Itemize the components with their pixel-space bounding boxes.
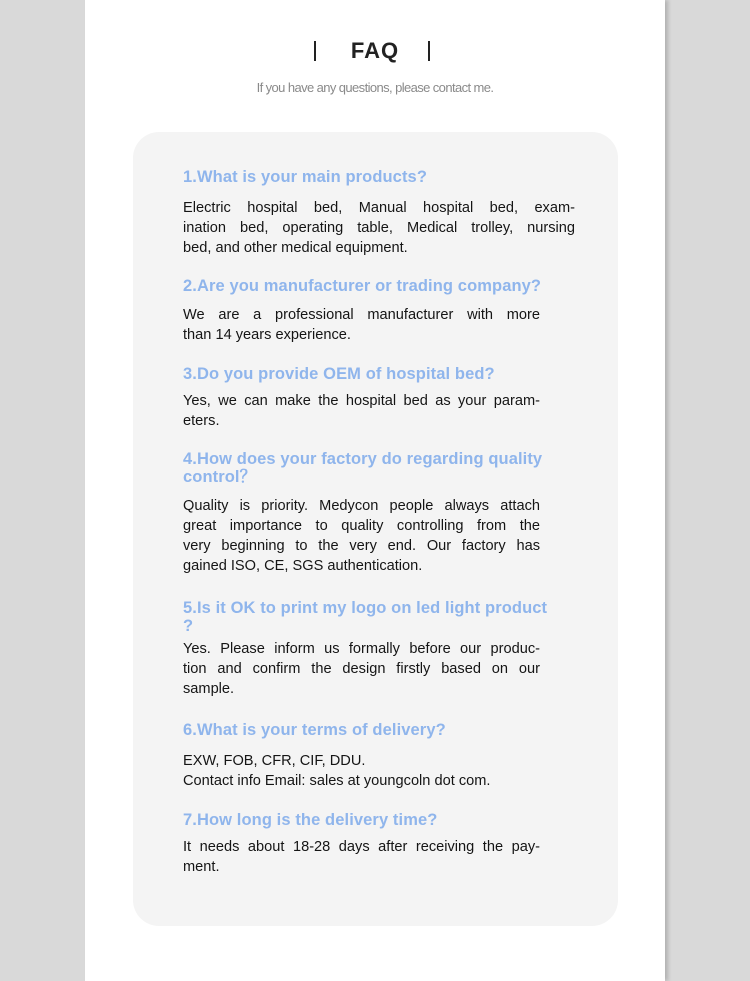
page-subtitle: If you have any questions, please contact me. (256, 80, 494, 95)
page-title: FAQ (350, 38, 400, 63)
faq-question-3: 3.Do you provide OEM of hospital bed? (183, 365, 495, 383)
faq-answer-3-line-2: eters. (183, 413, 220, 429)
faq-item-6 (183, 721, 575, 791)
faq-question-6: 6.What is your terms of delivery? (183, 721, 446, 739)
faq-question-5-line-1: 5.Is it OK to print my logo on led light product (183, 599, 548, 617)
faq-answer-5-line-3: sample. (183, 681, 235, 697)
faq-answer-6-line-2: Contact info Email: sales at youngcoln dot com. (183, 773, 491, 789)
faq-answer-1-line-3: bed, and other medical equipment. (183, 240, 408, 256)
faq-answer-7-line-2: ment. (183, 859, 220, 875)
faq-item-5 (183, 599, 593, 699)
faq-card (133, 132, 618, 926)
faq-item-7 (183, 811, 575, 877)
faq-answer-1-line-2: ination bed, operating table, Medical trolley, nursing (183, 220, 575, 236)
faq-answer-4-line-3: very beginning to the very end. Our factory has (183, 538, 540, 554)
faq-answer-2-line-2: than 14 years experience. (183, 327, 351, 343)
faq-answer-2-line-1: We are a professional manufacturer with more (183, 307, 540, 323)
faq-answer-1-line-1: Electric hospital bed, Manual hospital bed, exam- (183, 200, 575, 216)
faq-answer-4-line-1: Quality is priority. Medycon people always attach (183, 498, 540, 514)
faq-item-3 (183, 365, 575, 431)
faq-answer-3-line-1: Yes, we can make the hospital bed as your param- (183, 393, 540, 409)
faq-answer-5-line-2: tion and confirm the design firstly based on our (183, 661, 540, 677)
faq-question-2: 2.Are you manufacturer or trading company? (183, 277, 542, 295)
faq-header (85, 38, 665, 68)
faq-question-1: 1.What is your main products? (183, 168, 428, 186)
faq-question-5-line-2: ? (183, 617, 194, 635)
faq-answer-7-line-1: It needs about 18-28 days after receiving the pay- (183, 839, 540, 855)
faq-page (85, 0, 665, 981)
faq-answer-4-line-4: gained ISO, CE, SGS authentication. (183, 558, 423, 574)
faq-question-4-line-1: 4.How does your factory do regarding quality (183, 450, 543, 468)
faq-answer-6-line-1: EXW, FOB, CFR, CIF, DDU. (183, 753, 366, 769)
faq-answer-4-line-2: great importance to quality controlling from the (183, 518, 540, 534)
faq-item-2 (183, 277, 583, 345)
faq-answer-5-line-1: Yes. Please inform us formally before our produc- (183, 641, 540, 657)
title-divider-right (428, 41, 430, 61)
faq-item-1 (183, 168, 575, 258)
faq-item-4 (183, 450, 583, 576)
faq-question-7: 7.How long is the delivery time? (183, 811, 438, 829)
faq-question-4-line-2: control？ (183, 468, 257, 486)
